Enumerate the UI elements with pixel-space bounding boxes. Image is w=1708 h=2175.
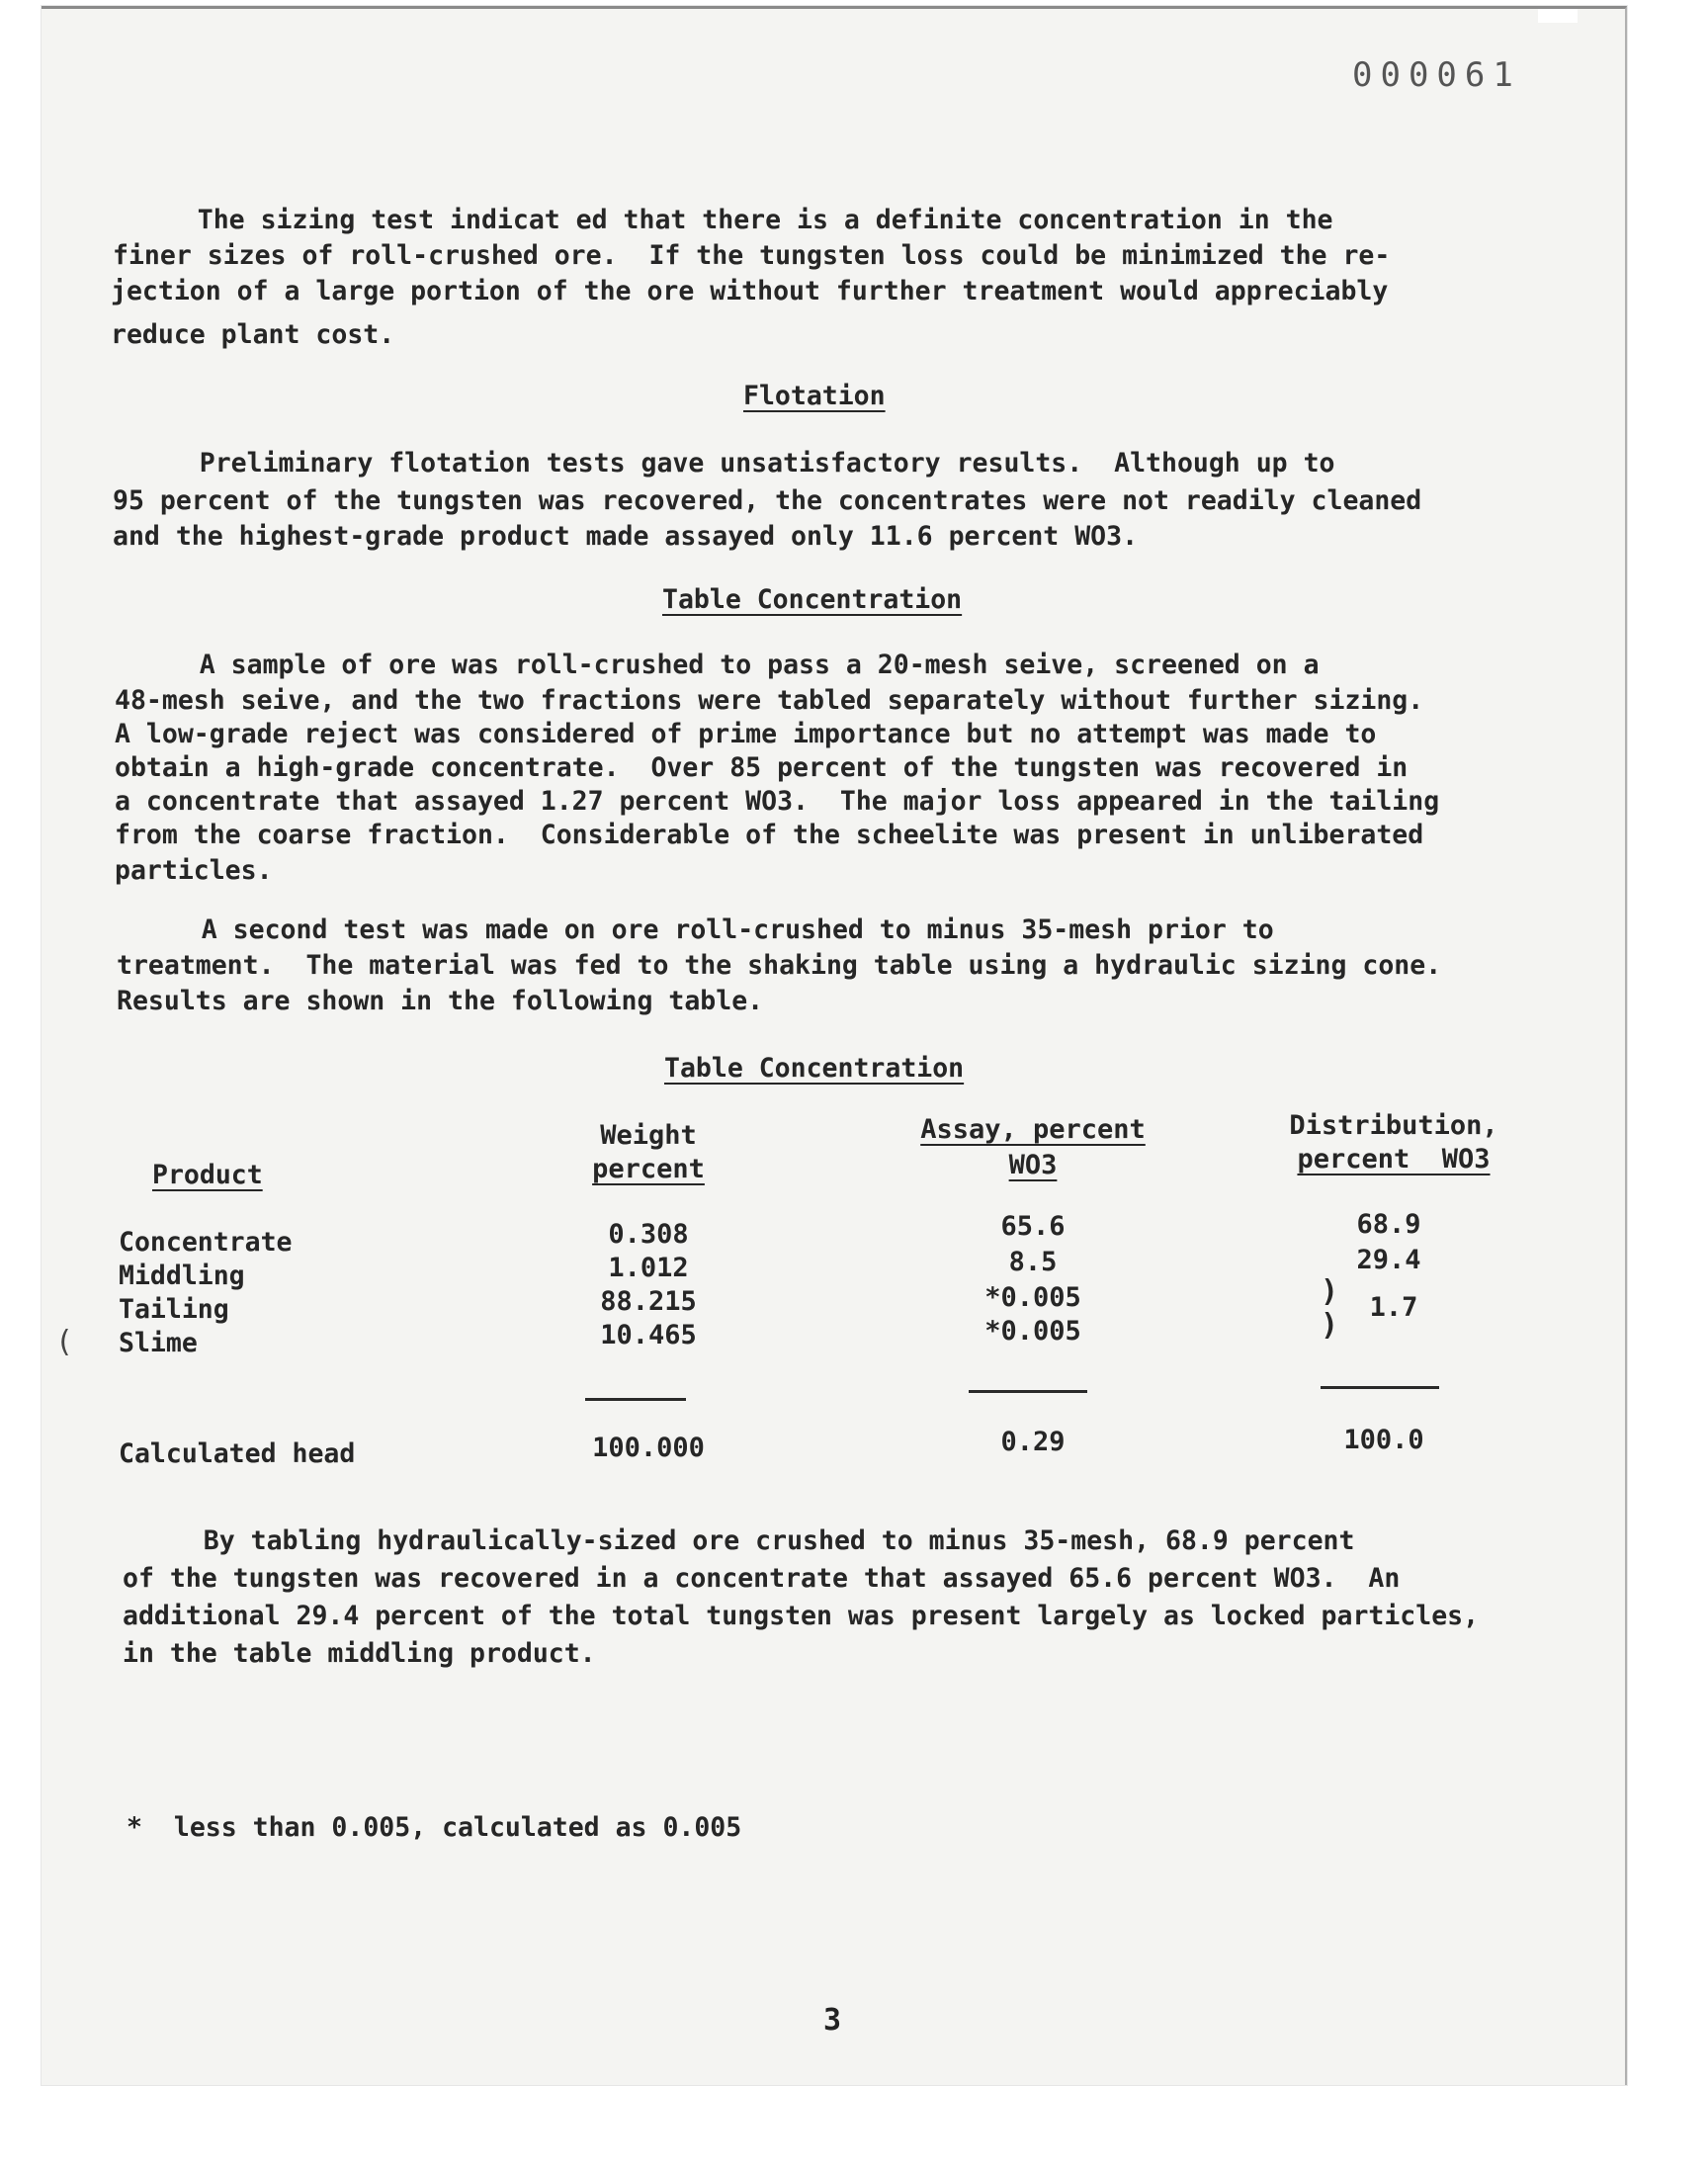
text-line: A second test was made on ore roll-crushed to minus 35-mesh prior to [123, 914, 1274, 945]
text-line: 48-mesh seive, and the two fractions were tabled separately without further sizing. [115, 685, 1424, 716]
heading-table-concentration: Table Concentration [662, 584, 963, 615]
text-line: Preliminary flotation tests gave unsatisfactory results. Although up to [121, 448, 1335, 478]
sum-rule-weight [585, 1398, 686, 1401]
product-name: Tailing [119, 1294, 229, 1325]
scan-margin [0, 2096, 1708, 2175]
header-distribution-unit: percent WO3 [1297, 1144, 1491, 1174]
total-weight: 100.000 [592, 1433, 705, 1463]
header-product: Product [152, 1160, 263, 1190]
product-name: Slime [119, 1328, 198, 1358]
heading-table-results: Table Concentration [664, 1053, 965, 1084]
text-line: particles. [115, 855, 273, 886]
weight-value: 88.215 [600, 1286, 697, 1317]
text-line: The sizing test indicat ed that there is a definite concentration in the [119, 205, 1333, 235]
weight-value: 1.012 [608, 1253, 689, 1283]
text-line: A sample of ore was roll-crushed to pass a 20-mesh seive, screened on a [121, 650, 1320, 680]
header-distribution: Distribution, [1289, 1110, 1498, 1141]
sum-rule-assay [969, 1390, 1087, 1393]
text-line: obtain a high-grade concentrate. Over 85 percent of the tungsten was recovered in [115, 752, 1409, 783]
text-line: and the highest-grade product made assayed only 11.6 percent WO3. [113, 521, 1139, 552]
total-label: Calculated head [119, 1438, 356, 1469]
text-line: jection of a large portion of the ore without further treatment would appreciably [111, 276, 1389, 306]
assay-value: *0.005 [984, 1282, 1081, 1313]
weight-value: 0.308 [608, 1219, 689, 1250]
header-weight-unit: percent [592, 1154, 705, 1184]
text-line: 95 percent of the tungsten was recovered, the concentrates were not readily cleaned [113, 485, 1422, 516]
document-number: 000061 [1352, 55, 1521, 95]
page-edge [1538, 9, 1578, 23]
text-line: a concentrate that assayed 1.27 percent WO3. The major loss appeared in the tailing [115, 786, 1440, 817]
header-assay: Assay, percent [920, 1114, 1146, 1145]
total-distribution: 100.0 [1343, 1425, 1424, 1455]
text-line: By tabling hydraulically-sized ore crushed to minus 35-mesh, 68.9 percent [125, 1525, 1355, 1556]
sum-rule-distribution [1321, 1386, 1439, 1389]
text-line: additional 29.4 percent of the total tungsten was present largely as locked particles, [123, 1601, 1480, 1631]
distribution-value: 29.4 [1356, 1245, 1421, 1275]
assay-value: 8.5 [1008, 1247, 1058, 1277]
heading-flotation: Flotation [743, 381, 886, 411]
text-line: of the tungsten was recovered in a concentrate that assayed 65.6 percent WO3. An [123, 1563, 1401, 1594]
distribution-tailing-slime: 1.7 [1369, 1292, 1418, 1323]
page-number: 3 [822, 2003, 842, 2038]
text-line: Results are shown in the following table. [117, 986, 764, 1016]
text-line: from the coarse fraction. Considerable of the scheelite was present in unliberated [115, 820, 1424, 850]
text-line: finer sizes of roll-crushed ore. If the tungsten loss could be minimized the re- [113, 240, 1391, 271]
footnote: * less than 0.005, calculated as 0.005 [127, 1812, 742, 1843]
text-line: A low-grade reject was considered of prime importance but no attempt was made to [115, 719, 1377, 749]
total-assay: 0.29 [1000, 1427, 1066, 1457]
text-line: reduce plant cost. [111, 319, 395, 350]
distribution-value: 68.9 [1356, 1209, 1421, 1240]
text-line: treatment. The material was fed to the shaking table using a hydraulic sizing cone. [117, 950, 1442, 981]
header-weight: Weight [600, 1120, 697, 1151]
text-line: in the table middling product. [123, 1638, 596, 1669]
product-name: Concentrate [119, 1227, 293, 1258]
weight-value: 10.465 [600, 1320, 697, 1350]
header-assay-unit: WO3 [1008, 1150, 1058, 1180]
margin-mark: ( [55, 1325, 74, 1359]
assay-value: *0.005 [984, 1316, 1081, 1347]
brace-open: ) [1321, 1274, 1339, 1309]
assay-value: 65.6 [1000, 1211, 1066, 1242]
brace-close: ) [1321, 1308, 1339, 1343]
product-name: Middling [119, 1261, 245, 1291]
